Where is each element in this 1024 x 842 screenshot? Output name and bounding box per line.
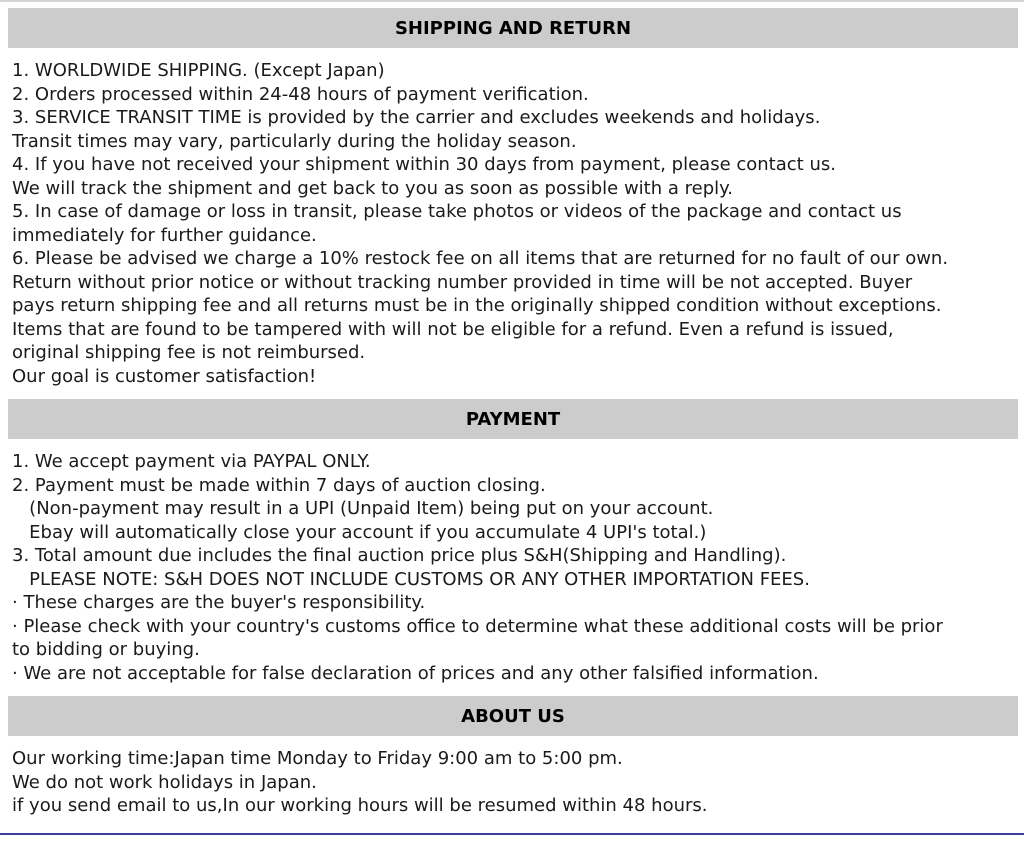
section-body — [0, 48, 1024, 399]
text-line: 2. Payment must be made within 7 days of auction closing. — [12, 474, 546, 496]
text-line: Return without prior notice or without tracking number provided in time will be not accepted. Buyer — [12, 271, 913, 293]
text-line: if you send email to us,In our working hours will be resumed within 48 hours. — [12, 795, 708, 816]
text-line: 6. Please be advised we charge a 10% restock fee on all items that are returned for no fault of our own. — [12, 248, 949, 269]
sections-container — [0, 8, 1024, 829]
text-line: 1. WORLDWIDE SHIPPING. (Except Japan) — [12, 60, 385, 81]
section-header-bar — [8, 399, 1018, 439]
text-line: 3. Total amount due includes the final auction price plus S&H(Shipping and Handling). — [12, 545, 787, 566]
section-header-bar — [8, 8, 1018, 48]
text-line: Our working time:Japan time Monday to Friday 9:00 am to 5:00 pm. — [12, 748, 623, 769]
text-line: We do not work holidays in Japan. — [12, 771, 317, 793]
text-line: (Non-payment may result in a UPI (Unpaid Item) being put on your account. — [12, 498, 714, 519]
text-line: 5. In case of damage or loss in transit, please take photos or videos of the package and contact us — [12, 201, 902, 222]
text-line: · These charges are the buyer's responsibility. — [12, 592, 426, 613]
text-line: We will track the shipment and get back to you as soon as possible with a reply. — [12, 177, 733, 199]
text-line: PLEASE NOTE: S&H DOES NOT INCLUDE CUSTOMS OR ANY OTHER IMPORTATION FEES. — [12, 568, 810, 590]
text-line: · We are not acceptable for false declaration of prices and any other falsified information. — [12, 662, 819, 684]
section — [0, 8, 1024, 399]
top-rule — [0, 0, 1024, 2]
text-line: 3. SERVICE TRANSIT TIME is provided by the carrier and excludes weekends and holidays. — [12, 107, 821, 128]
text-line: Ebay will automatically close your account if you accumulate 4 UPI's total.) — [12, 521, 707, 543]
section-header-bar — [8, 696, 1018, 736]
text-line: immediately for further guidance. — [12, 224, 317, 246]
text-line: 2. Orders processed within 24-48 hours of payment verification. — [12, 83, 589, 105]
bottom-divider — [0, 833, 1024, 835]
text-line: · Please check with your country's customs office to determine what these additional costs will be prior — [12, 615, 943, 637]
section — [0, 696, 1024, 829]
text-line: to bidding or buying. — [12, 639, 200, 660]
text-line: 4. If you have not received your shipment within 30 days from payment, please contact us. — [12, 154, 836, 175]
section-title: SHIPPING AND RETURN — [394, 17, 632, 39]
section-title: PAYMENT — [465, 408, 561, 430]
text-line: Transit times may vary, particularly during the holiday season. — [12, 130, 577, 152]
section-body — [0, 439, 1024, 696]
text-line: pays return shipping fee and all returns must be in the originally shipped condition without exceptions. — [12, 295, 942, 316]
section-body — [0, 736, 1024, 829]
text-line: Items that are found to be tampered with will not be eligible for a refund. Even a refund is issued, — [12, 318, 894, 340]
text-line: Our goal is customer satisfaction! — [12, 365, 317, 387]
text-line: original shipping fee is not reimbursed. — [12, 342, 366, 363]
section — [0, 399, 1024, 696]
text-line: 1. We accept payment via PAYPAL ONLY. — [12, 451, 371, 472]
section-title: ABOUT US — [461, 705, 565, 727]
